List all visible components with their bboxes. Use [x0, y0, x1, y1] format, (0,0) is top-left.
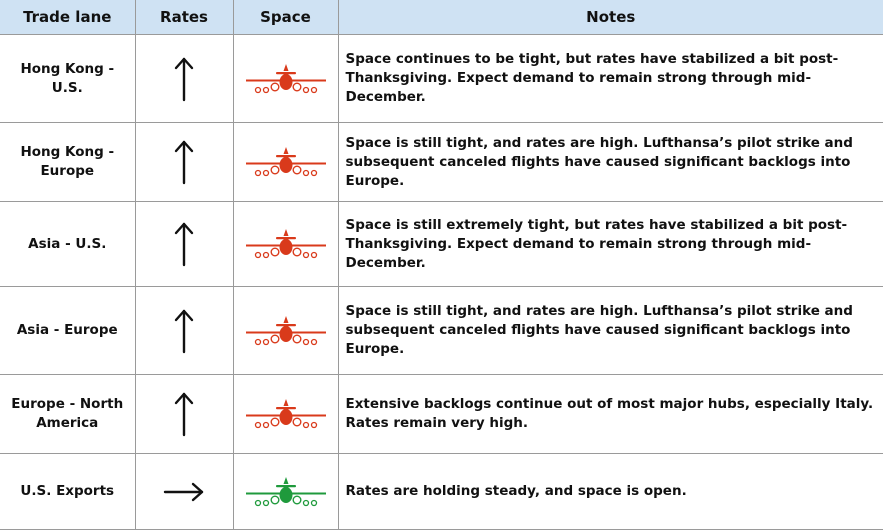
airplane-icon: [244, 234, 328, 253]
arrow-up-icon: [174, 234, 194, 253]
notes-cell: Space continues to be tight, but rates have stabilized a bit post-Thanksgiving. Expect demand to remain strong through mid-December.: [338, 35, 883, 123]
table-row: [0, 202, 883, 287]
arrow-up-icon: [174, 152, 194, 171]
space-cell: [233, 123, 338, 202]
table-row: [0, 123, 883, 202]
arrow-up-icon: [174, 68, 194, 87]
notes-cell: Space is still tight, and rates are high. Lufthansa’s pilot strike and subsequent canceled flights have caused significant backlogs into Europe.: [338, 287, 883, 375]
space-cell: [233, 202, 338, 287]
trade-lane-cell: Asia - Europe: [0, 287, 135, 375]
table-row: [0, 287, 883, 375]
header-notes: Notes: [338, 0, 883, 35]
trade-lane-cell: Europe - North America: [0, 375, 135, 454]
rates-cell: [135, 202, 233, 287]
notes-cell: Space is still extremely tight, but rates have stabilized a bit post-Thanksgiving. Expect demand to remain strong through mid-December.: [338, 202, 883, 287]
space-cell: [233, 287, 338, 375]
rates-cell: [135, 454, 233, 530]
airplane-icon: [244, 481, 328, 500]
table-row: [0, 35, 883, 123]
notes-cell: Extensive backlogs continue out of most major hubs, especially Italy. Rates remain very high.: [338, 375, 883, 454]
space-cell: [233, 454, 338, 530]
airplane-icon: [244, 320, 328, 339]
table-row: [0, 454, 883, 530]
header-rates: Rates: [135, 0, 233, 35]
header-trade-lane: Trade lane: [0, 0, 135, 35]
rates-cell: [135, 287, 233, 375]
trade-lane-cell: Hong Kong - U.S.: [0, 35, 135, 123]
space-cell: [233, 35, 338, 123]
arrow-right-icon: [163, 481, 205, 500]
rates-cell: [135, 35, 233, 123]
arrow-up-icon: [174, 404, 194, 423]
table-row: [0, 375, 883, 454]
trade-lane-cell: U.S. Exports: [0, 454, 135, 530]
header-space: Space: [233, 0, 338, 35]
notes-cell: Rates are holding steady, and space is open.: [338, 454, 883, 530]
notes-cell: Space is still tight, and rates are high. Lufthansa’s pilot strike and subsequent canceled flights have caused significant backlogs into Europe.: [338, 123, 883, 202]
airplane-icon: [244, 68, 328, 87]
airplane-icon: [244, 152, 328, 171]
trade-lane-cell: Asia - U.S.: [0, 202, 135, 287]
header-row: [0, 0, 883, 35]
rates-cell: [135, 123, 233, 202]
arrow-up-icon: [174, 320, 194, 339]
space-cell: [233, 375, 338, 454]
trade-lane-cell: Hong Kong - Europe: [0, 123, 135, 202]
airplane-icon: [244, 404, 328, 423]
rates-cell: [135, 375, 233, 454]
